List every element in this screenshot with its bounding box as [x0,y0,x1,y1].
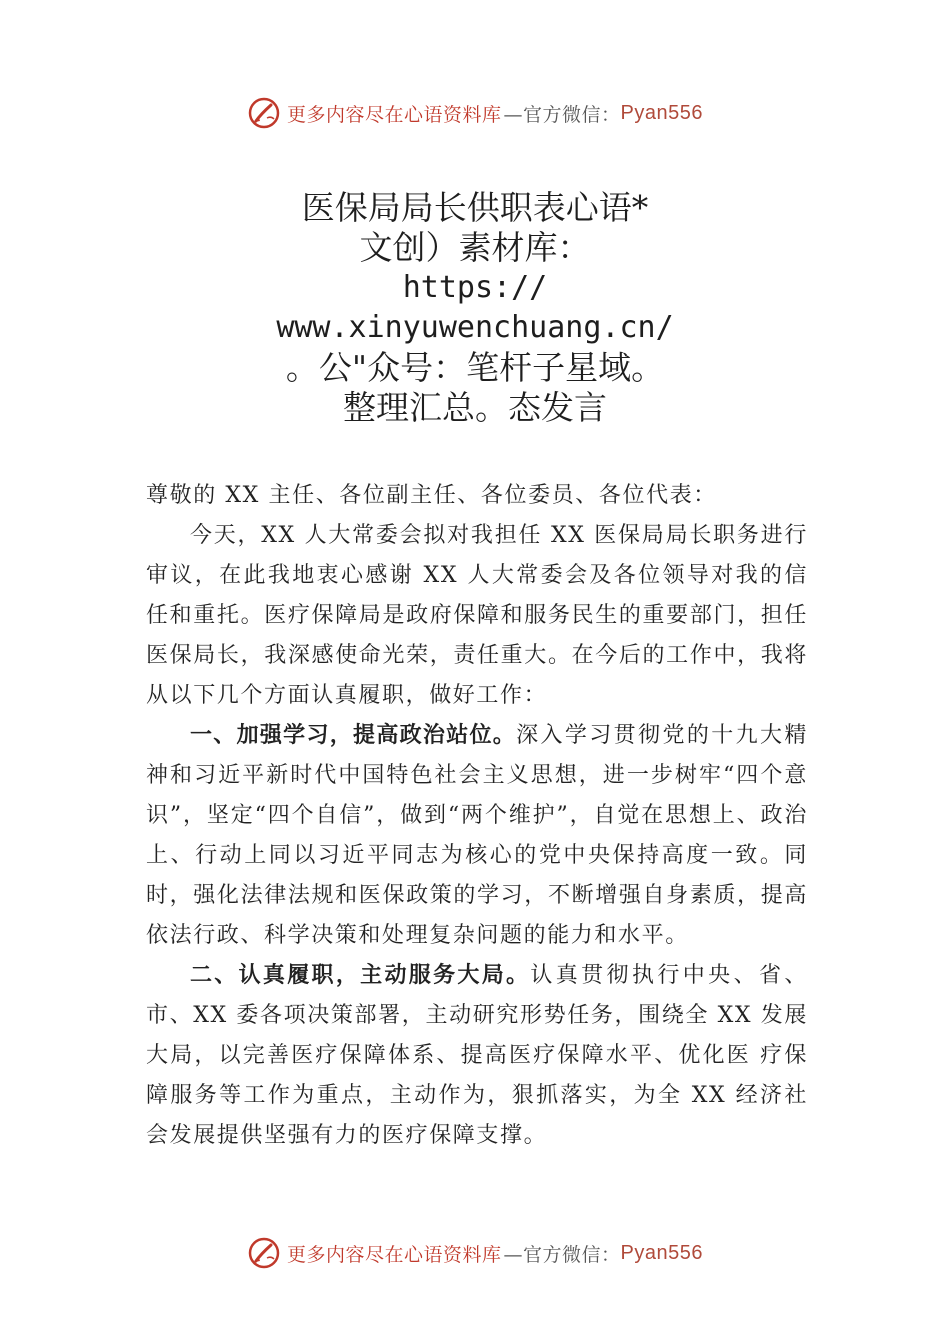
title-line-2: 文创）素材库： [359,228,591,267]
footer-banner [0,1236,950,1270]
brush-logo-icon [247,96,281,130]
paragraph-section-2 [146,956,808,1156]
section-1-text: 深入学习贯彻党的十九大精神和习近平新时代中国特色社会主义思想，进一步树牢“四个意识”，坚定“四个自信”，做到“两个维护”，自觉在思想上、政治上、行动上同以习近平同志为核心的党中央保持高度一致。同时，强化法律法规和医保政策的学习，不断增强自身素质，提高依法行政、科学决策和处理复杂问题的能力和水平。 [146,723,808,948]
title-line-3: https:// [402,270,548,305]
title-line-5: 。公"众号：笔杆子星域。 [285,348,665,387]
header-banner [0,96,950,130]
title-line-1: 医保局局长供职表心语* [301,188,649,227]
footer-contact-label: —官方微信： [503,1243,621,1266]
brush-logo-icon [247,1236,281,1270]
banner-wechat-id: Pyan556 [620,101,703,124]
banner-brand-text: 更多内容尽在心语资料库 [287,103,502,126]
section-2-heading: 二、认真履职，主动服务大局。 [190,963,531,988]
footer-wechat-id: Pyan556 [620,1241,703,1264]
salutation: 尊敬的 XX 主任、各位副主任、各位委员、各位代表： [146,483,717,508]
title-line-4: www.xinyuwenchuang.cn/ [276,310,674,345]
paragraph-section-1 [146,716,808,956]
section-2-text: 认真贯彻执行中央、省、市、XX 委各项决策部署，主动研究形势任务，围绕全 XX 发展大局，以完善医疗保障体系、提高医疗保障水平、优化医 疗保障服务等工作为重点，主动作为，狠抓落实，为全 XX 经济社会发展提供坚强有力的医疗保障支撑。 [146,963,808,1148]
banner-contact-label: —官方微信： [503,103,621,126]
document-body [146,476,808,1156]
document-title [0,188,950,428]
section-1-heading: 一、加强学习，提高政治站位。 [190,723,517,748]
footer-brand-text: 更多内容尽在心语资料库 [287,1243,502,1266]
paragraph-intro: 今天，XX 人大常委会拟对我担任 XX 医保局局长职务进行审议，在此我地衷心感谢 XX 人大常委会及各位领导对我的信任和重托。医疗保障局是政府保障和服务民生的重要部门，担任医保局长，我深感使命光荣，责任重大。在今后的工作中，我将从以下几个方面认真履职，做好工作： [146,523,808,708]
title-line-6: 整理汇总。态发言 [343,388,607,427]
